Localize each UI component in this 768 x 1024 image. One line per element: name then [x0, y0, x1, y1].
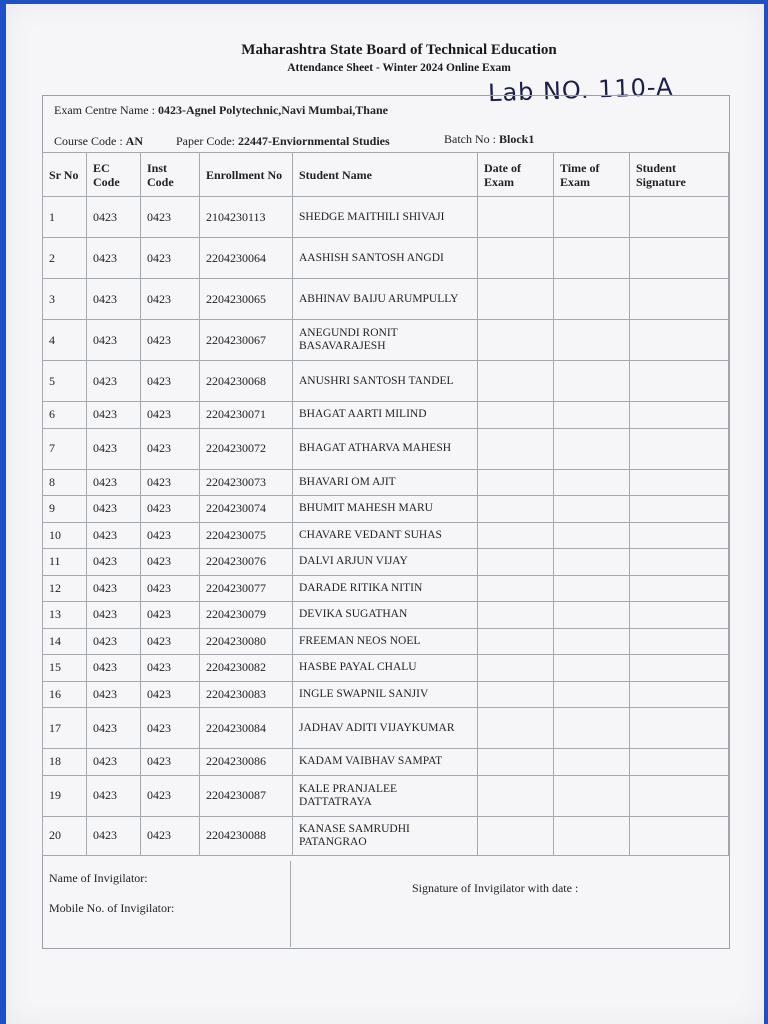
inst-code-cell: 0423 — [141, 816, 200, 855]
enrollment-no-cell: 2204230068 — [200, 361, 293, 402]
student-name-cell: JADHAV ADITI VIJAYKUMAR — [293, 708, 478, 749]
enrollment-no-cell: 2204230065 — [200, 279, 293, 320]
invigilator-footer — [42, 861, 728, 947]
time-of-exam-cell — [554, 816, 630, 855]
date-of-exam-cell — [478, 402, 554, 429]
time-of-exam-cell — [554, 428, 630, 469]
student-signature-cell — [630, 522, 729, 549]
table-row — [43, 279, 729, 320]
student-signature-cell — [630, 496, 729, 523]
invigilator-name-label: Name of Invigilator: — [49, 871, 148, 885]
inst-code-cell: 0423 — [141, 522, 200, 549]
student-name-cell: HASBE PAYAL CHALU — [293, 655, 478, 682]
ec-code-cell: 0423 — [87, 522, 141, 549]
ec-code-cell: 0423 — [87, 708, 141, 749]
inst-code-cell: 0423 — [141, 428, 200, 469]
ec-code-cell: 0423 — [87, 402, 141, 429]
paper-code-value: 22447-Enviornmental Studies — [238, 134, 390, 148]
table-row — [43, 496, 729, 523]
board-title: Maharashtra State Board of Technical Education — [241, 42, 557, 58]
table-row — [43, 602, 729, 629]
inst-code-cell: 0423 — [141, 775, 200, 816]
student-name-cell: DARADE RITIKA NITIN — [293, 575, 478, 602]
sr-no-cell: 7 — [43, 428, 87, 469]
enrollment-no-cell: 2204230075 — [200, 522, 293, 549]
paper-code-line — [176, 134, 390, 149]
attendance-table — [42, 152, 729, 856]
batch-line — [444, 132, 534, 147]
exam-centre-label: Exam Centre Name : — [54, 103, 155, 117]
inst-code-cell: 0423 — [141, 402, 200, 429]
time-of-exam-cell — [554, 320, 630, 361]
inst-code-cell: 0423 — [141, 708, 200, 749]
student-name-cell: KALE PRANJALEE DATTATRAYA — [293, 775, 478, 816]
enrollment-no-cell: 2204230071 — [200, 402, 293, 429]
ec-code-cell: 0423 — [87, 238, 141, 279]
student-signature-cell — [630, 708, 729, 749]
enrollment-no-cell: 2204230073 — [200, 469, 293, 496]
ec-code-cell: 0423 — [87, 749, 141, 776]
time-of-exam-cell — [554, 708, 630, 749]
student-signature-cell — [630, 549, 729, 576]
student-name-cell: BHAVARI OM AJIT — [293, 469, 478, 496]
inst-code-cell: 0423 — [141, 575, 200, 602]
time-of-exam-cell — [554, 749, 630, 776]
student-signature-cell — [630, 681, 729, 708]
table-row — [43, 549, 729, 576]
table-row — [43, 575, 729, 602]
inst-code-cell: 0423 — [141, 361, 200, 402]
student-name-cell: ANUSHRI SANTOSH TANDEL — [293, 361, 478, 402]
sr-no-cell: 17 — [43, 708, 87, 749]
sr-no-cell: 18 — [43, 749, 87, 776]
ec-code-cell: 0423 — [87, 628, 141, 655]
sr-no-cell: 12 — [43, 575, 87, 602]
student-name-cell: BHAGAT ATHARVA MAHESH — [293, 428, 478, 469]
student-signature-cell — [630, 602, 729, 629]
table-row — [43, 628, 729, 655]
student-signature-cell — [630, 775, 729, 816]
table-row — [43, 428, 729, 469]
col-header-enrollment-no: Enrollment No — [200, 153, 293, 197]
ec-code-cell: 0423 — [87, 655, 141, 682]
table-row — [43, 775, 729, 816]
table-row — [43, 522, 729, 549]
col-header-ec-code: EC Code — [87, 153, 141, 197]
inst-code-cell: 0423 — [141, 749, 200, 776]
student-signature-cell — [630, 428, 729, 469]
enrollment-no-cell: 2204230064 — [200, 238, 293, 279]
student-name-cell: INGLE SWAPNIL SANJIV — [293, 681, 478, 708]
col-header-student-signature: Student Signature — [630, 153, 729, 197]
ec-code-cell: 0423 — [87, 320, 141, 361]
sr-no-cell: 16 — [43, 681, 87, 708]
inst-code-cell: 0423 — [141, 602, 200, 629]
paper-code-label: Paper Code: — [176, 134, 235, 148]
student-name-cell: KADAM VAIBHAV SAMPAT — [293, 749, 478, 776]
table-row — [43, 708, 729, 749]
enrollment-no-cell: 2204230077 — [200, 575, 293, 602]
student-signature-cell — [630, 320, 729, 361]
date-of-exam-cell — [478, 602, 554, 629]
ec-code-cell: 0423 — [87, 575, 141, 602]
ec-code-cell: 0423 — [87, 279, 141, 320]
time-of-exam-cell — [554, 496, 630, 523]
inst-code-cell: 0423 — [141, 681, 200, 708]
student-signature-cell — [630, 279, 729, 320]
student-name-cell: ABHINAV BAIJU ARUMPULLY — [293, 279, 478, 320]
date-of-exam-cell — [478, 469, 554, 496]
date-of-exam-cell — [478, 428, 554, 469]
student-signature-cell — [630, 238, 729, 279]
date-of-exam-cell — [478, 549, 554, 576]
inst-code-cell: 0423 — [141, 655, 200, 682]
date-of-exam-cell — [478, 628, 554, 655]
student-name-cell: AASHISH SANTOSH ANGDI — [293, 238, 478, 279]
table-row — [43, 749, 729, 776]
ec-code-cell: 0423 — [87, 496, 141, 523]
sr-no-cell: 1 — [43, 197, 87, 238]
time-of-exam-cell — [554, 655, 630, 682]
student-signature-cell — [630, 628, 729, 655]
enrollment-no-cell: 2204230074 — [200, 496, 293, 523]
footer-divider — [290, 861, 291, 947]
col-header-time-of-exam: Time of Exam — [554, 153, 630, 197]
table-row — [43, 197, 729, 238]
ec-code-cell: 0423 — [87, 775, 141, 816]
table-row — [43, 320, 729, 361]
enrollment-no-cell: 2104230113 — [200, 197, 293, 238]
table-row — [43, 402, 729, 429]
sr-no-cell: 13 — [43, 602, 87, 629]
exam-centre-line — [54, 103, 388, 118]
enrollment-no-cell: 2204230088 — [200, 816, 293, 855]
date-of-exam-cell — [478, 749, 554, 776]
col-header-date-of-exam: Date of Exam — [478, 153, 554, 197]
ec-code-cell: 0423 — [87, 681, 141, 708]
student-name-cell: BHAGAT AARTI MILIND — [293, 402, 478, 429]
sr-no-cell: 15 — [43, 655, 87, 682]
time-of-exam-cell — [554, 238, 630, 279]
sr-no-cell: 2 — [43, 238, 87, 279]
ec-code-cell: 0423 — [87, 602, 141, 629]
course-code-line — [54, 134, 143, 149]
time-of-exam-cell — [554, 402, 630, 429]
date-of-exam-cell — [478, 197, 554, 238]
enrollment-no-cell: 2204230076 — [200, 549, 293, 576]
ec-code-cell: 0423 — [87, 361, 141, 402]
sr-no-cell: 20 — [43, 816, 87, 855]
time-of-exam-cell — [554, 628, 630, 655]
course-code-value: AN — [125, 134, 144, 148]
time-of-exam-cell — [554, 602, 630, 629]
student-name-cell: BHUMIT MAHESH MARU — [293, 496, 478, 523]
enrollment-no-cell: 2204230086 — [200, 749, 293, 776]
date-of-exam-cell — [478, 681, 554, 708]
sr-no-cell: 3 — [43, 279, 87, 320]
table-row — [43, 469, 729, 496]
enrollment-no-cell: 2204230082 — [200, 655, 293, 682]
time-of-exam-cell — [554, 279, 630, 320]
student-signature-cell — [630, 469, 729, 496]
ec-code-cell: 0423 — [87, 549, 141, 576]
ec-code-cell: 0423 — [87, 197, 141, 238]
date-of-exam-cell — [478, 575, 554, 602]
inst-code-cell: 0423 — [141, 238, 200, 279]
student-signature-cell — [630, 655, 729, 682]
time-of-exam-cell — [554, 681, 630, 708]
time-of-exam-cell — [554, 575, 630, 602]
invigilator-mobile-label: Mobile No. of Invigilator: — [49, 901, 175, 915]
sr-no-cell: 10 — [43, 522, 87, 549]
time-of-exam-cell — [554, 549, 630, 576]
table-header-row — [43, 153, 729, 197]
student-name-cell: DALVI ARJUN VIJAY — [293, 549, 478, 576]
enrollment-no-cell: 2204230072 — [200, 428, 293, 469]
student-name-cell: FREEMAN NEOS NOEL — [293, 628, 478, 655]
student-signature-cell — [630, 361, 729, 402]
col-header-inst-code: Inst Code — [141, 153, 200, 197]
sr-no-cell: 6 — [43, 402, 87, 429]
inst-code-cell: 0423 — [141, 279, 200, 320]
sr-no-cell: 14 — [43, 628, 87, 655]
invigilator-signature-label: Signature of Invigilator with date : — [412, 881, 579, 895]
date-of-exam-cell — [478, 816, 554, 855]
time-of-exam-cell — [554, 522, 630, 549]
col-header-sr-no: Sr No — [43, 153, 87, 197]
table-row — [43, 238, 729, 279]
student-signature-cell — [630, 197, 729, 238]
date-of-exam-cell — [478, 361, 554, 402]
sr-no-cell: 5 — [43, 361, 87, 402]
date-of-exam-cell — [478, 708, 554, 749]
enrollment-no-cell: 2204230079 — [200, 602, 293, 629]
student-name-cell: ANEGUNDI RONIT BASAVARAJESH — [293, 320, 478, 361]
table-row — [43, 816, 729, 855]
student-name-cell: CHAVARE VEDANT SUHAS — [293, 522, 478, 549]
date-of-exam-cell — [478, 279, 554, 320]
ec-code-cell: 0423 — [87, 428, 141, 469]
enrollment-no-cell: 2204230087 — [200, 775, 293, 816]
date-of-exam-cell — [478, 496, 554, 523]
table-row — [43, 681, 729, 708]
col-header-student-name: Student Name — [293, 153, 478, 197]
time-of-exam-cell — [554, 197, 630, 238]
date-of-exam-cell — [478, 320, 554, 361]
enrollment-no-cell: 2204230080 — [200, 628, 293, 655]
student-signature-cell — [630, 816, 729, 855]
handwritten-lab-number: Lab NO. 110-A — [487, 72, 674, 108]
ec-code-cell: 0423 — [87, 469, 141, 496]
ec-code-cell: 0423 — [87, 816, 141, 855]
sr-no-cell: 4 — [43, 320, 87, 361]
date-of-exam-cell — [478, 522, 554, 549]
course-code-label: Course Code : — [54, 134, 123, 148]
batch-value: Block1 — [499, 132, 535, 146]
student-name-cell: KANASE SAMRUDHI PATANGRAO — [293, 816, 478, 855]
student-signature-cell — [630, 575, 729, 602]
time-of-exam-cell — [554, 361, 630, 402]
inst-code-cell: 0423 — [141, 496, 200, 523]
table-row — [43, 655, 729, 682]
date-of-exam-cell — [478, 238, 554, 279]
sheet-subtitle: Attendance Sheet - Winter 2024 Online Exam — [287, 62, 511, 74]
date-of-exam-cell — [478, 655, 554, 682]
batch-label: Batch No : — [444, 132, 496, 146]
student-name-cell: DEVIKA SUGATHAN — [293, 602, 478, 629]
enrollment-no-cell: 2204230083 — [200, 681, 293, 708]
time-of-exam-cell — [554, 469, 630, 496]
inst-code-cell: 0423 — [141, 469, 200, 496]
student-name-cell: SHEDGE MAITHILI SHIVAJI — [293, 197, 478, 238]
exam-centre-value: 0423-Agnel Polytechnic,Navi Mumbai,Thane — [157, 103, 388, 117]
inst-code-cell: 0423 — [141, 628, 200, 655]
date-of-exam-cell — [478, 775, 554, 816]
sr-no-cell: 11 — [43, 549, 87, 576]
student-signature-cell — [630, 749, 729, 776]
enrollment-no-cell: 2204230084 — [200, 708, 293, 749]
sr-no-cell: 8 — [43, 469, 87, 496]
inst-code-cell: 0423 — [141, 320, 200, 361]
student-signature-cell — [630, 402, 729, 429]
sr-no-cell: 9 — [43, 496, 87, 523]
time-of-exam-cell — [554, 775, 630, 816]
table-row — [43, 361, 729, 402]
enrollment-no-cell: 2204230067 — [200, 320, 293, 361]
sr-no-cell: 19 — [43, 775, 87, 816]
inst-code-cell: 0423 — [141, 549, 200, 576]
inst-code-cell: 0423 — [141, 197, 200, 238]
